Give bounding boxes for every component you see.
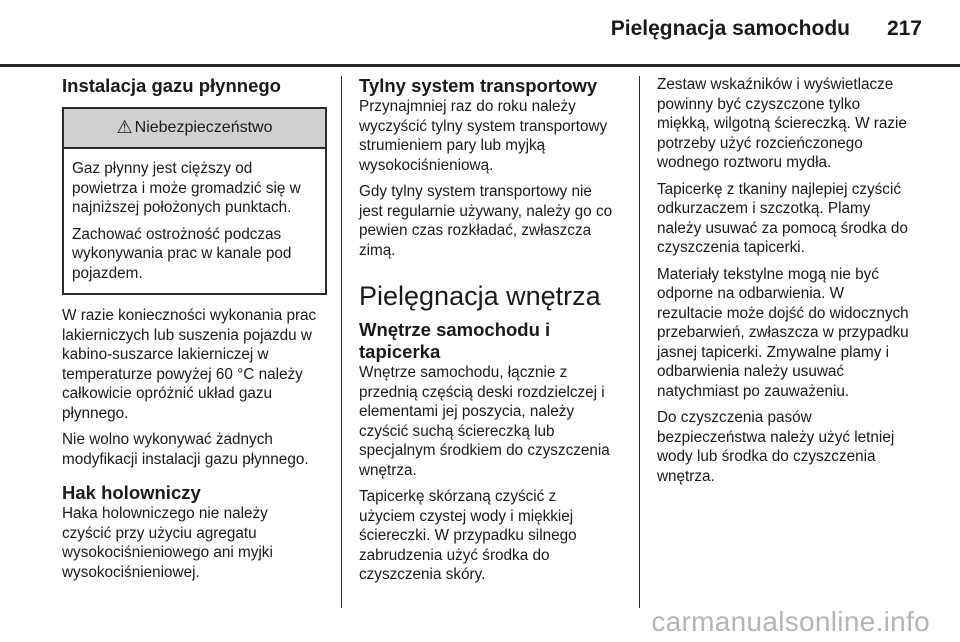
paragraph: Tapicerkę skórzaną czyścić z użyciem czystej wody i miękkiej ściereczki. W przypadku silnego zabrudzenia użyć środka do czyszczenia skóry. — [359, 488, 577, 583]
paragraph: W razie konieczności wykonania prac lakierniczych lub suszenia pojazdu w kabino-suszarce lakierniczej w temperaturze powyżej 60 °C należy całkowicie opróżnić układ gazu płynnego. — [62, 307, 317, 422]
column-divider — [341, 76, 342, 608]
section-heading-interior-upholstery: Wnętrze samochodu i tapicerka — [359, 319, 551, 362]
section-heading-rear-carrier: Tylny system transportowy — [359, 75, 598, 96]
danger-box-header — [64, 109, 325, 149]
warning-triangle-icon: ⚠ — [116, 117, 133, 138]
chapter-heading-interior-care: Pielęgnacja wnętrza — [359, 281, 601, 311]
page-number: 217 — [886, 17, 922, 40]
section-heading-lpg: Instalacja gazu płynnego — [62, 75, 281, 96]
column-1 — [62, 75, 327, 589]
danger-text-1: Gaz płynny jest cięższy od powietrza i może gromadzić się w najniższej położonych punktach. — [72, 160, 301, 216]
danger-box — [62, 107, 327, 295]
danger-box-title: Niebezpieczeństwo — [134, 119, 273, 137]
paragraph: Wnętrze samochodu, łącznie z przednią częścią deski rozdzielczej i elementami jej poszycia, należy czyścić suchą ściereczką lub specjalnym środkiem do czyszczenia wnętrza. — [359, 364, 610, 479]
column-divider — [639, 76, 640, 608]
paragraph: Zestaw wskaźników i wyświetlacze powinny być czyszczone tylko miękką, wilgotną ściereczką. W razie potrzeby użyć rozcieńczonego wodnego roztworu mydła. — [657, 76, 907, 171]
page-header — [0, 0, 960, 60]
paragraph: Tapicerkę z tkaniny najlepiej czyścić odkurzaczem i szczotką. Plamy należy usuwać za pomocą środka do czyszczenia tapicerki. — [657, 180, 908, 256]
paragraph: Gdy tylny system transportowy nie jest regularnie używany, należy go co pewien czas rozkładać, zwłaszcza zimą. — [359, 183, 613, 259]
section-heading-tow-hook: Hak holowniczy — [62, 482, 201, 503]
watermark: carmanualsonline.info — [651, 606, 930, 637]
paragraph: Do czyszczenia pasów bezpieczeństwa należy użyć letniej wody lub środka do czyszczenia wnętrza. — [657, 409, 895, 485]
running-title: Pielęgnacja samochodu — [610, 17, 850, 40]
paragraph: Przynajmniej raz do roku należy wyczyścić tylny system transportowy strumieniem pary lub myjką wysokociśnieniową. — [359, 98, 608, 174]
column-3 — [657, 75, 932, 493]
danger-box-body — [64, 149, 325, 293]
paragraph: Materiały tekstylne mogą nie być odporne na odbarwienia. W rezultacie może dojść do widocznych przebarwień, zwłaszcza w przypadku jasnej tapicerki. Zmywalne plamy i odbarwienia należy usuwać natychmiast po zauważeniu. — [657, 265, 909, 400]
column-2 — [359, 75, 631, 592]
paragraph: Nie wolno wykonywać żadnych modyfikacji instalacji gazu płynnego. — [62, 431, 309, 468]
danger-text-2: Zachować ostrożność podczas wykonywania prac w kanale pod pojazdem. — [72, 225, 292, 282]
paragraph: Haka holowniczego nie należy czyścić przy użyciu agregatu wysokociśnieniowego ani myjki wysokociśnieniowej. — [62, 505, 273, 581]
header-rule — [0, 64, 960, 67]
